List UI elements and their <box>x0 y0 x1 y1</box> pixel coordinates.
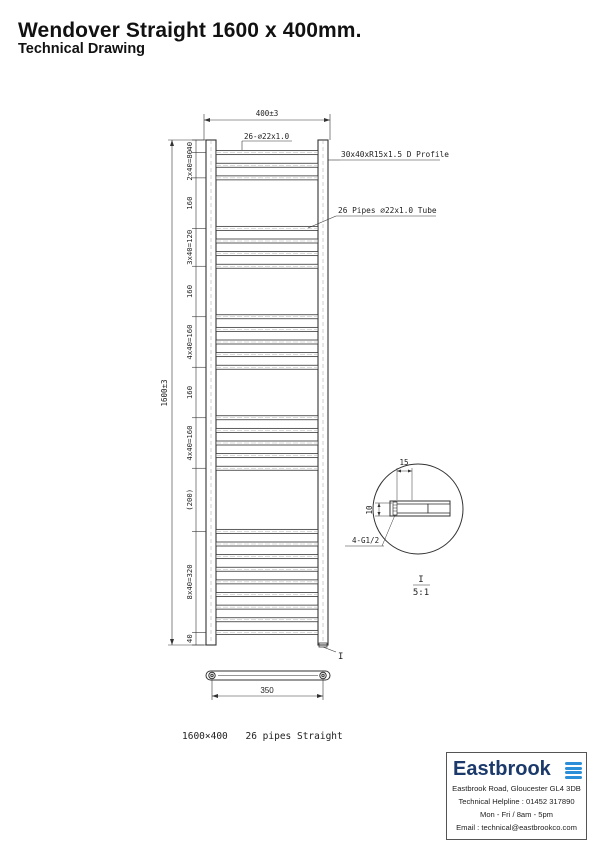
detail-marker-main: I <box>338 652 344 662</box>
product-size: 1600×400 <box>182 731 228 742</box>
detail-thread-label: 4-G1/2 <box>352 536 380 545</box>
page-title: Wendover Straight 1600 x 400mm. <box>18 19 362 42</box>
segment-label: 160 <box>185 284 194 299</box>
radiator-front-view <box>168 114 440 652</box>
height-dimension-text <box>160 109 449 662</box>
eastbrook-waves-icon <box>565 762 582 778</box>
segment-label: (200) <box>185 488 194 511</box>
segment-label: 40 <box>185 634 194 644</box>
segment-label: 3x40=120 <box>185 229 194 265</box>
profile-label: 30x40xR15x1.5 D Profile <box>341 150 449 159</box>
segment-label: 4x40=160 <box>185 425 194 461</box>
product-summary <box>182 731 355 742</box>
pipes-label: 26 Pipes ⌀22x1.0 Tube <box>338 206 437 215</box>
top-pipe-label: 26-⌀22x1.0 <box>244 132 290 141</box>
page-subtitle: Technical Drawing <box>18 41 146 57</box>
detail-height-label: 10 <box>365 505 374 515</box>
detail-width-label: 15 <box>399 458 409 467</box>
product-description: 26 pipes Straight <box>245 731 343 742</box>
bottom-width-label: 350 <box>260 686 274 695</box>
segment-label: 8x40=320 <box>185 564 194 600</box>
segment-ticks <box>192 140 206 645</box>
company-logo: Eastbrook <box>453 758 551 780</box>
detail-view <box>345 464 463 585</box>
segment-label: 2x40=80 <box>185 149 194 181</box>
detail-scale: 5:1 <box>412 588 430 598</box>
segment-labels <box>185 142 194 643</box>
company-hours: Mon - Fri / 8am - 5pm <box>480 810 553 819</box>
overall-height-label: 1600±3 <box>160 379 169 407</box>
pipes-group <box>216 151 318 635</box>
segment-label: 40 <box>185 141 194 151</box>
company-address: Eastbrook Road, Gloucester GL4 3DB <box>452 784 581 793</box>
company-helpline: Technical Helpline : 01452 317890 <box>458 797 575 806</box>
segment-label: 160 <box>185 385 194 400</box>
company-email: Email : technical@eastbrookco.com <box>456 823 577 832</box>
detail-marker: I <box>418 575 424 585</box>
company-info-box <box>446 752 587 840</box>
overall-width-label: 400±3 <box>255 109 279 118</box>
segment-label: 4x40=160 <box>185 324 194 360</box>
segment-label: 160 <box>185 196 194 210</box>
